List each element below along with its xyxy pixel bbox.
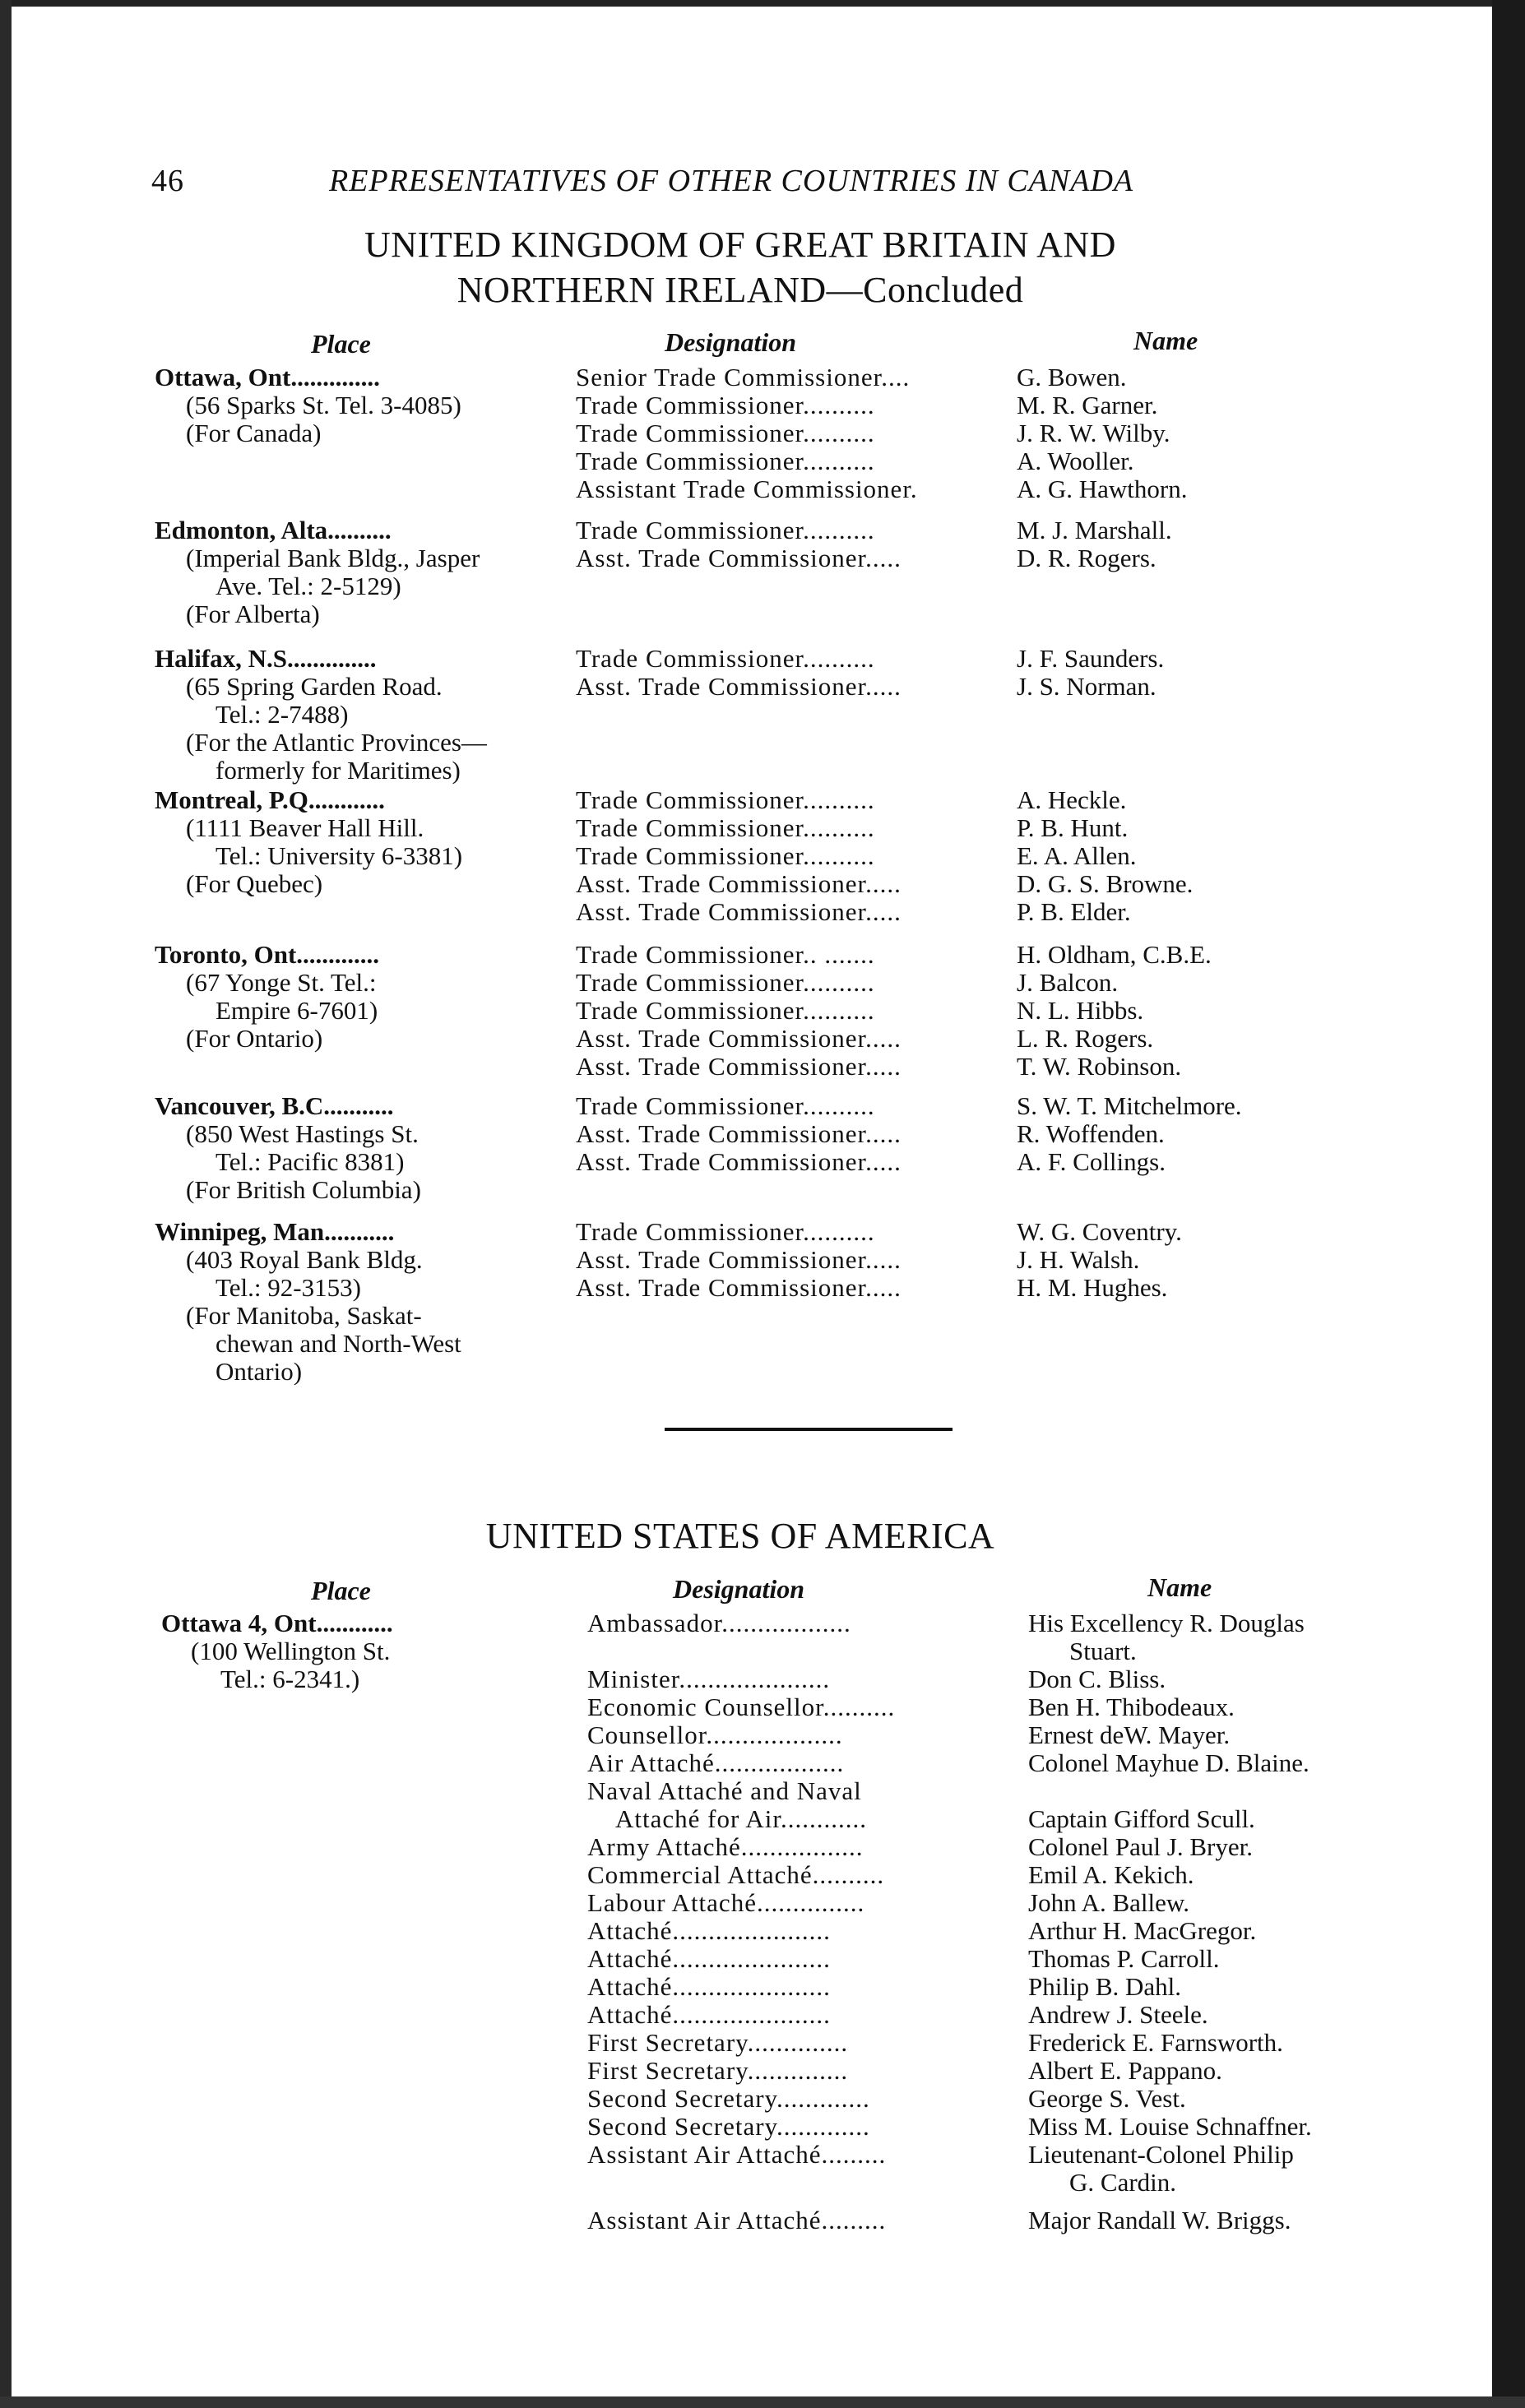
official-name: Don C. Bliss. (1028, 1665, 1166, 1693)
official-name: P. B. Elder. (1017, 897, 1131, 926)
designation: Trade Commissioner.......... (576, 785, 875, 814)
uk-col-place: Place (311, 329, 371, 359)
designation: Asst. Trade Commissioner..... (576, 869, 902, 898)
place-detail: (For Ontario) (186, 1024, 323, 1053)
official-name: J. H. Walsh. (1017, 1245, 1140, 1274)
designation: Attaché...................... (587, 1972, 831, 2001)
designation: Trade Commissioner.......... (576, 391, 875, 419)
official-name: Stuart. (1069, 1637, 1137, 1665)
place-detail: Tel.: Pacific 8381) (216, 1147, 405, 1176)
place-detail: (56 Sparks St. Tel. 3-4085) (186, 391, 461, 419)
place-detail: Tel.: 6-2341.) (220, 1665, 360, 1693)
official-name: P. B. Hunt. (1017, 813, 1129, 842)
designation: Trade Commissioner.......... (576, 1217, 875, 1246)
scan-top-edge (0, 0, 1525, 7)
place-detail: (850 West Hastings St. (186, 1119, 419, 1148)
official-name: M. J. Marshall. (1017, 516, 1172, 544)
designation: First Secretary.............. (587, 2056, 849, 2085)
official-name: D. R. Rogers. (1017, 544, 1156, 572)
place-detail: Tel.: 92-3153) (216, 1273, 361, 1302)
official-name: H. Oldham, C.B.E. (1017, 940, 1212, 969)
official-name: A. G. Hawthorn. (1017, 475, 1188, 503)
place-detail: Ontario) (216, 1357, 303, 1386)
official-name: Ben H. Thibodeaux. (1028, 1693, 1235, 1721)
designation: Attaché...................... (587, 1916, 831, 1945)
official-name: L. R. Rogers. (1017, 1024, 1154, 1053)
official-name: D. G. S. Browne. (1017, 869, 1194, 898)
place-detail: (Imperial Bank Bldg., Jasper (186, 544, 480, 572)
official-name: W. G. Coventry. (1017, 1217, 1182, 1246)
us-col-place: Place (311, 1576, 371, 1605)
running-title: REPRESENTATIVES OF OTHER COUNTRIES IN CANADA (329, 164, 1134, 198)
place-detail: (For Alberta) (186, 600, 320, 628)
scan-right-edge (1492, 0, 1525, 2408)
official-name: J. Balcon. (1017, 968, 1119, 997)
designation: Assistant Air Attaché......... (587, 2206, 887, 2234)
designation: Trade Commissioner.......... (576, 968, 875, 997)
us-title: UNITED STATES OF AMERICA (485, 1516, 995, 1556)
place-name: Vancouver, B.C........... (155, 1091, 394, 1120)
designation: Second Secretary............. (587, 2112, 870, 2141)
official-name: T. W. Robinson. (1017, 1052, 1182, 1081)
place-detail: Tel.: University 6-3381) (216, 841, 463, 870)
official-name: J. F. Saunders. (1017, 644, 1165, 673)
official-name: Andrew J. Steele. (1028, 2000, 1208, 2029)
official-name: R. Woffenden. (1017, 1119, 1165, 1148)
place-detail: (1111 Beaver Hall Hill. (186, 813, 424, 842)
official-name: Ernest deW. Mayer. (1028, 1720, 1231, 1749)
place-name: Montreal, P.Q............ (155, 785, 385, 814)
place-name: Ottawa 4, Ont............ (161, 1609, 393, 1637)
place-name: Ottawa, Ont.............. (155, 363, 380, 391)
place-detail: (For Quebec) (186, 869, 323, 898)
place-detail: formerly for Maritimes) (216, 756, 461, 785)
official-name: A. Heckle. (1017, 785, 1127, 814)
official-name: M. R. Garner. (1017, 391, 1158, 419)
scan-left-edge (0, 0, 12, 2408)
place-detail: (100 Wellington St. (191, 1637, 391, 1665)
designation: Attaché...................... (587, 2000, 831, 2029)
uk-col-name: Name (1133, 326, 1198, 355)
official-name: G. Bowen. (1017, 363, 1127, 391)
place-detail: Ave. Tel.: 2-5129) (216, 572, 401, 600)
designation: Army Attaché................. (587, 1832, 864, 1861)
official-name: Captain Gifford Scull. (1028, 1804, 1255, 1833)
section-divider (665, 1428, 953, 1431)
designation: Trade Commissioner.......... (576, 996, 875, 1025)
designation: Second Secretary............. (587, 2084, 870, 2113)
designation: Trade Commissioner.. ....... (576, 940, 875, 969)
designation: Assistant Air Attaché......... (587, 2140, 887, 2169)
place-detail: (For British Columbia) (186, 1175, 421, 1204)
designation: Trade Commissioner.......... (576, 841, 875, 870)
designation: Senior Trade Commissioner.... (576, 363, 911, 391)
official-name: Albert E. Pappano. (1028, 2056, 1222, 2085)
place-name: Edmonton, Alta.......... (155, 516, 392, 544)
official-name: Emil A. Kekich. (1028, 1860, 1194, 1889)
official-name: J. R. W. Wilby. (1017, 419, 1170, 447)
designation: Asst. Trade Commissioner..... (576, 1119, 902, 1148)
designation: Asst. Trade Commissioner..... (576, 672, 902, 701)
place-detail: (For the Atlantic Provinces— (186, 728, 487, 757)
designation: Air Attaché.................. (587, 1748, 845, 1777)
place-name: Toronto, Ont............. (155, 940, 380, 969)
place-detail: (403 Royal Bank Bldg. (186, 1245, 423, 1274)
designation: First Secretary.............. (587, 2028, 849, 2057)
designation: Asst. Trade Commissioner..... (576, 1147, 902, 1176)
us-col-name: Name (1147, 1572, 1212, 1602)
place-detail: (For Canada) (186, 419, 322, 447)
designation: Assistant Trade Commissioner. (576, 475, 918, 503)
uk-title-line2: NORTHERN IRELAND—Concluded (457, 270, 1024, 310)
official-name: Colonel Mayhue D. Blaine. (1028, 1748, 1309, 1777)
official-name: S. W. T. Mitchelmore. (1017, 1091, 1242, 1120)
place-detail: chewan and North-West (216, 1329, 461, 1358)
designation: Trade Commissioner.......... (576, 516, 875, 544)
designation: Counsellor................... (587, 1720, 843, 1749)
designation: Trade Commissioner.......... (576, 1091, 875, 1120)
official-name: H. M. Hughes. (1017, 1273, 1168, 1302)
place-name: Winnipeg, Man........... (155, 1217, 395, 1246)
place-detail: (For Manitoba, Saskat- (186, 1301, 422, 1330)
designation: Commercial Attaché.......... (587, 1860, 885, 1889)
designation: Asst. Trade Commissioner..... (576, 544, 902, 572)
designation: Trade Commissioner.......... (576, 813, 875, 842)
designation: Asst. Trade Commissioner..... (576, 1052, 902, 1081)
official-name: Lieutenant-Colonel Philip (1028, 2140, 1294, 2169)
official-name: A. F. Collings. (1017, 1147, 1166, 1176)
designation: Trade Commissioner.......... (576, 447, 875, 475)
designation: Economic Counsellor.......... (587, 1693, 896, 1721)
official-name: Philip B. Dahl. (1028, 1972, 1182, 2001)
uk-col-designation: Designation (665, 327, 797, 357)
designation: Asst. Trade Commissioner..... (576, 1273, 902, 1302)
official-name: E. A. Allen. (1017, 841, 1137, 870)
designation: Attaché for Air............ (615, 1804, 867, 1833)
designation: Asst. Trade Commissioner..... (576, 1245, 902, 1274)
uk-title-line1: UNITED KINGDOM OF GREAT BRITAIN AND (364, 225, 1116, 265)
designation: Naval Attaché and Naval (587, 1776, 862, 1805)
official-name: G. Cardin. (1069, 2168, 1177, 2197)
official-name: A. Wooller. (1017, 447, 1134, 475)
place-detail: (67 Yonge St. Tel.: (186, 968, 377, 997)
designation: Trade Commissioner.......... (576, 644, 875, 673)
place-detail: Empire 6-7601) (216, 996, 378, 1025)
official-name: Miss M. Louise Schnaffner. (1028, 2112, 1312, 2141)
official-name: Colonel Paul J. Bryer. (1028, 1832, 1253, 1861)
scan-bottom-edge (0, 2396, 1525, 2408)
place-detail: Tel.: 2-7488) (216, 700, 349, 729)
official-name: Thomas P. Carroll. (1028, 1944, 1220, 1973)
official-name: Frederick E. Farnsworth. (1028, 2028, 1283, 2057)
official-name: John A. Ballew. (1028, 1888, 1190, 1917)
designation: Ambassador.................. (587, 1609, 851, 1637)
designation: Attaché...................... (587, 1944, 831, 1973)
official-name: N. L. Hibbs. (1017, 996, 1144, 1025)
page-number: 46 (151, 164, 184, 198)
designation: Labour Attaché............... (587, 1888, 865, 1917)
designation: Trade Commissioner.......... (576, 419, 875, 447)
official-name: Major Randall W. Briggs. (1028, 2206, 1291, 2234)
official-name: J. S. Norman. (1017, 672, 1156, 701)
us-col-designation: Designation (673, 1574, 805, 1604)
official-name: Arthur H. MacGregor. (1028, 1916, 1257, 1945)
place-name: Halifax, N.S.............. (155, 644, 377, 673)
official-name: George S. Vest. (1028, 2084, 1186, 2113)
designation: Asst. Trade Commissioner..... (576, 897, 902, 926)
designation: Minister..................... (587, 1665, 831, 1693)
designation: Asst. Trade Commissioner..... (576, 1024, 902, 1053)
place-detail: (65 Spring Garden Road. (186, 672, 443, 701)
official-name: His Excellency R. Douglas (1028, 1609, 1305, 1637)
